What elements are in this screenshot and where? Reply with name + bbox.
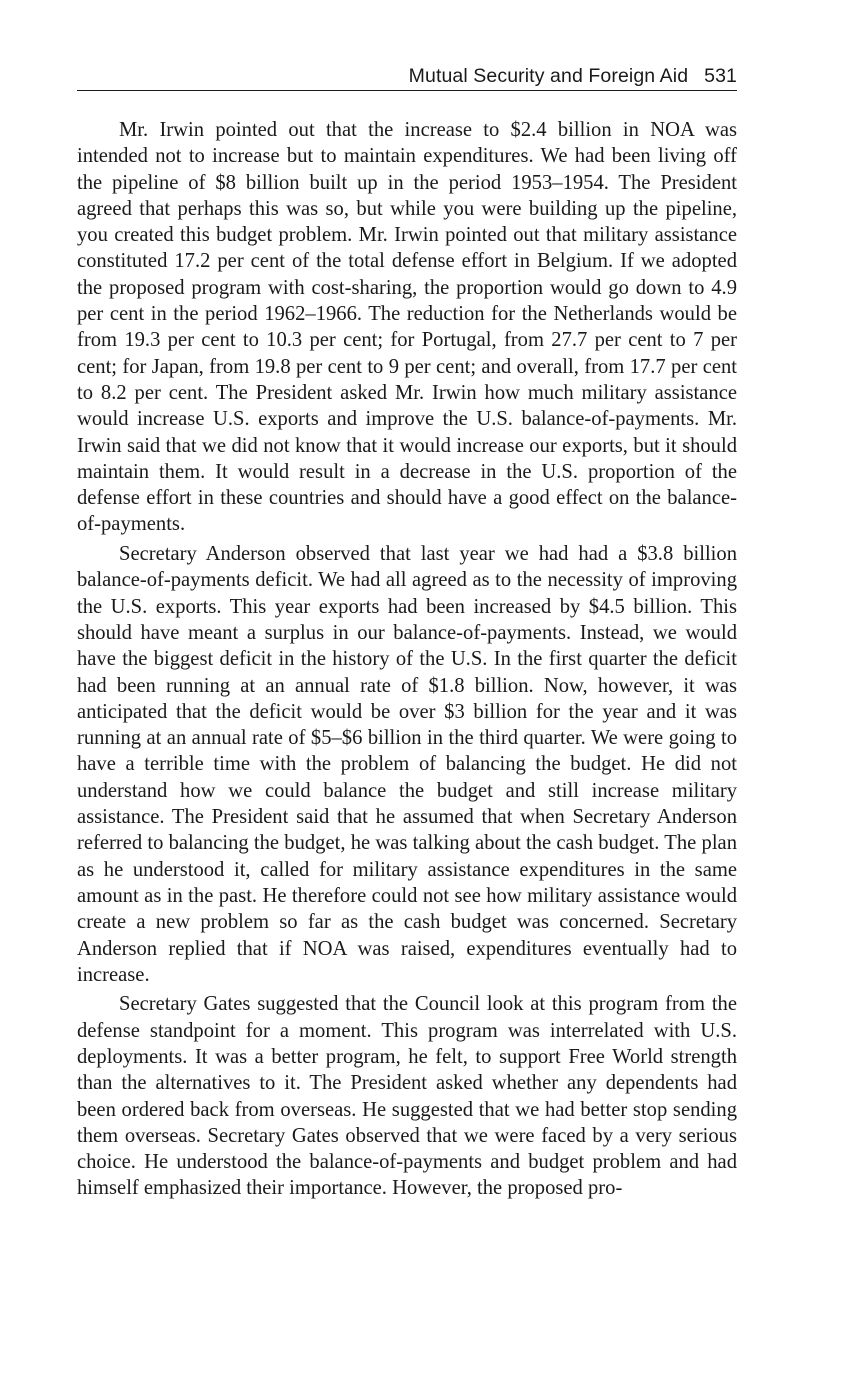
running-head: [77, 62, 737, 90]
page-number: 531: [704, 65, 737, 87]
paragraph-gates: Secretary Gates suggested that the Council look at this program from the defense standpoint for a moment. This program was interrelated with U.S. deployments. It was a better program, he felt, to support Free World strength than the alternatives to it. The President asked whether any dependents had been ordered back from overseas. He suggested that we had better stop sending them overseas. Secretary Gates observed that we were faced by a very serious choice. He understood the balance-of-payments and budget problem and had himself emphasized their importance. However, the proposed pro-: [77, 993, 737, 1200]
running-title: Mutual Security and Foreign Aid: [408, 65, 689, 87]
paragraph-irwin: Mr. Irwin pointed out that the increase to $2.4 billion in NOA was intended not to increase but to maintain expenditures. We had been living off the pipeline of $8 billion built up in the period 1953–1954. The President agreed that perhaps this was so, but while you were building up the pipeline, you created this budget problem. Mr. Irwin pointed out that military assistance constituted 17.2 per cent of the total defense effort in Belgium. If we adopted the proposed program with cost-sharing, the proportion would go down to 4.9 per cent in the period 1962–1966. The reduction for the Netherlands would be from 19.3 per cent to 10.3 per cent; for Portugal, from 27.7 per cent to 7 per cent; for Japan, from 19.8 per cent to 9 per cent; and overall, from 17.7 per cent to 8.2 per cent. The President asked Mr. Irwin how much military assistance would increase U.S. exports and improve the U.S. balance-of-payments. Mr. Irwin said that we did not know that it would increase our exports, but it should maintain them. It would result in a decrease in the U.S. proportion of the defense effort in these countries and should have a good effect on the balance-of-payments.: [77, 119, 737, 536]
header-rule: [77, 90, 737, 91]
paragraph-anderson: Secretary Anderson observed that last year we had had a $3.8 billion balance-of-payments deficit. We had all agreed as to the necessity of improving the U.S. exports. This year exports had been increased by $4.5 billion. This should have meant a surplus in our balance-of-payments. Instead, we would have the biggest deficit in the history of the U.S. In the first quarter the deficit had been running at an annual rate of $1.8 billion. Now, however, it was anticipated that the deficit would be over $3 billion for the year and it was running at an annual rate of $5–$6 billion in the third quarter. We were going to have a terrible time with the problem of balancing the budget. He did not understand how we could balance the budget and still increase military assistance. The President said that he assumed that when Secretary Anderson referred to balancing the budget, he was talking about the cash budget. The plan as he understood it, called for military assistance expenditures in the same amount as in the past. He therefore could not see how military assistance would create a new problem so far as the cash budget was concerned. Secretary Anderson replied that if NOA was raised, expenditures eventually had to increase.: [77, 543, 737, 986]
body-text: [77, 117, 737, 1205]
